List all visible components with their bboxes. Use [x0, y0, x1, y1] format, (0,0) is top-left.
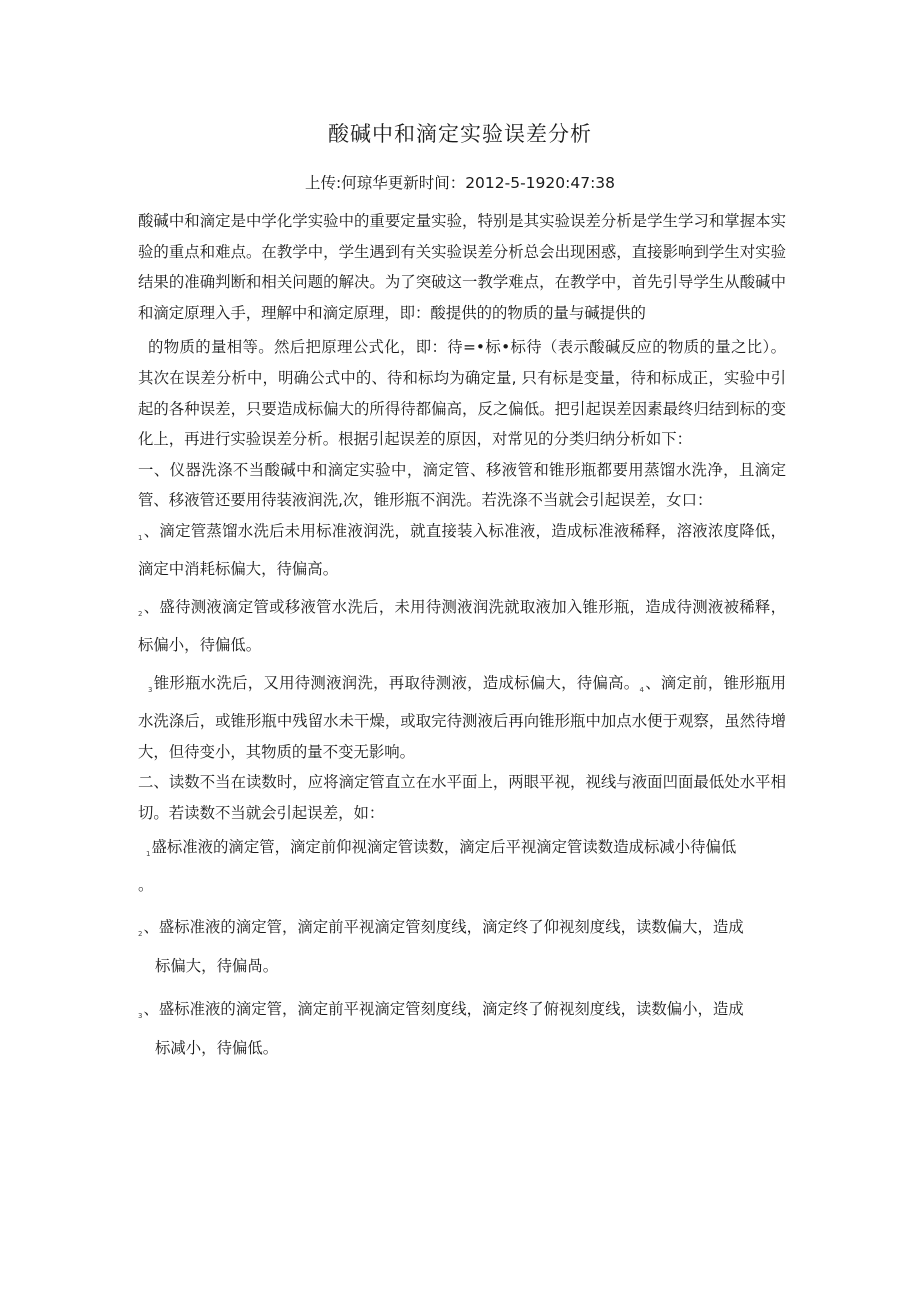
item-text: 、盛标准液的滴定管，滴定前平视滴定管刻度线，滴定终了仰视刻度线，读数偏大，造成: [143, 918, 744, 937]
section-2-item-2-continued: 标偏大，待偏咼。: [155, 957, 279, 976]
item-text-tail: 。: [138, 875, 154, 894]
item-marker: 2: [138, 610, 143, 619]
intro-paragraph: 酸碱中和滴定是中学化学实验中的重要定量实验，特别是其实验误差分析是学生学习和掌握本实验的重点和难点。在教学中，学生遇到有关实验误差分析总会出现困惑，直接影响到学生对实验结果的准确判断和相关问题的解决。为了突破这一教学难点，在教学中，首先引导学生从酸碱中和滴定原理入手，理解中和滴定原理，即：酸提供的的物质的量与碱提供的: [138, 212, 786, 322]
item-text: 锥形瓶水洗后，又用待测液润洗，再取待测液，造成标偏大，待偏高。: [153, 674, 640, 693]
section-2-heading: 二、读数不当在读数时，应将滴定管直立在水平面上，两眼平视，视线与液面凹面最低处水平相切。若读数不当就会引起误差，如：: [138, 773, 786, 822]
document-body: [138, 206, 786, 1064]
section-1-item-3: [138, 668, 786, 767]
item-text: 、滴定管蒸馏水洗后未用标准液润洗，就直接装入标准液，造成标准液稀释，溶液浓度降低，滴定中消耗标偏大，待偏高。: [138, 521, 786, 578]
item-marker: 1: [138, 533, 143, 542]
section-2-item-1: [138, 832, 786, 900]
section-2-item-3: [138, 994, 786, 1032]
item-text: 、盛标准液的滴定管，滴定前平视滴定管刻度线，滴定终了俯视刻度线，读数偏小，造成: [143, 1000, 744, 1019]
section-1-heading: 一、仪器洗涤不当酸碱中和滴定实验中，滴定管、移液管和锥形瓶都要用蒸馏水洗净，且滴定管、移液管还要用待装液润洗,次，锥形瓶不润洗。若洗涤不当就会引起误差，女口：: [138, 460, 786, 510]
item-text: 、滴定前，锥形瓶用水洗涤后，或锥形瓶中残留水未干燥，或取完待测液后再向锥形瓶中加点水便于观察，虽然待增大，但待变小，其物质的量不变无影响。: [138, 674, 786, 761]
intro-paragraph-continued: 的物质的量相等。然后把原理公式化，即：待=•标•标待（表示酸碱反应的物质的量之比）。其次在误差分析中，明确公式中的、待和标均为确定量, 只有标是变量，待和标成正，实验中引起的各种误差，只要造成标偏大的所得待都偏高，反之偏低。把引起误差因素最终归结到标的变化上，再进行实验误差分析。根据引起误差的原因，对常见的分类归纳分析如下：: [138, 338, 786, 449]
item-text: 、盛待测液滴定管或移液管水洗后，未用待测液润洗就取液加入锥形瓶，造成待测液被稀释，标偏小，待偏低。: [138, 598, 786, 654]
item-marker: 3: [138, 1012, 143, 1021]
item-text: 盛标准液的滴定管，滴定前仰视滴定管读数，滴定后平视滴定管读数造成标减小待偏低: [151, 838, 737, 857]
document-title: 酸碱中和滴定实验误差分析: [328, 122, 592, 146]
item-marker: 3: [148, 686, 153, 695]
upload-meta: 上传:何琼华更新时间：2012-5-1920:47:38: [304, 174, 616, 192]
section-2-item-3-continued: 标减小，待偏低。: [155, 1038, 279, 1057]
item-marker: 2: [138, 930, 143, 939]
section-1-item-2: [138, 592, 786, 660]
section-1-item-1: [138, 516, 786, 584]
section-2-item-2: [138, 912, 786, 950]
item-marker: 1: [146, 850, 151, 859]
item-marker: 4: [639, 686, 644, 695]
